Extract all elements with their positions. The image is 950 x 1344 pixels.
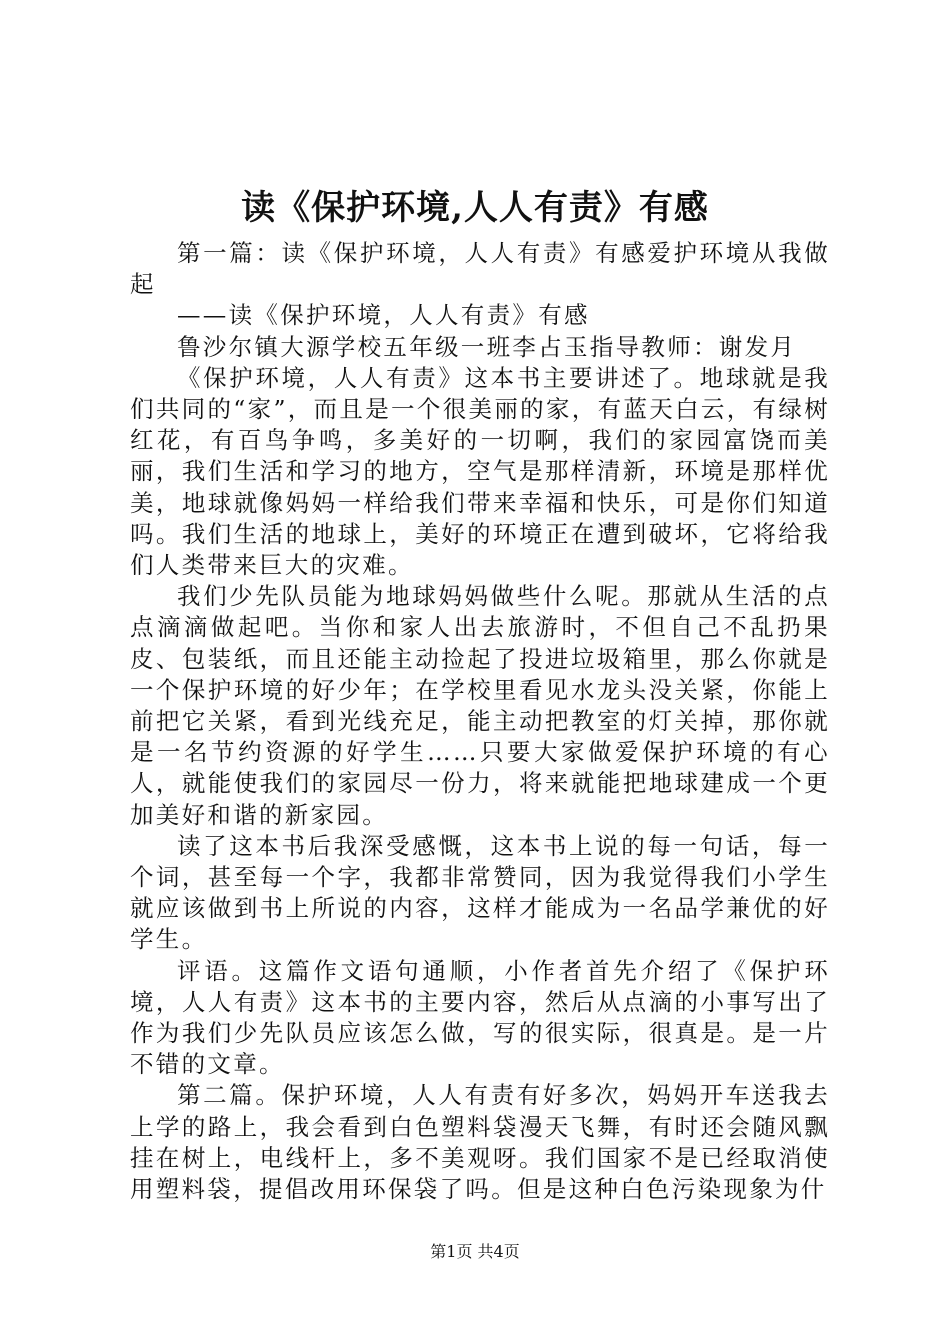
paragraph-subtitle: ——读《保护环境，人人有责》有感	[177, 301, 590, 330]
paragraph-comment: 评语。这篇作文语句通顺，小作者首先介绍了《保护环境，人人有责》这本书的主要内容，然后从点滴的小事写出了作为我们少先队员应该怎么做，写的很实际，很真是。是一片不错的文章。	[130, 956, 830, 1079]
page-number-footer: 第1页 共4页	[430, 1242, 520, 1261]
paragraph-body: 读了这本书后我深受感慨，这本书上说的每一句话，每一个词，甚至每一个字，我都非常赞同，因为我觉得我们小学生就应该做到书上所说的内容，这样才能成为一名品学兼优的好学生。	[130, 831, 830, 954]
paragraph-author-line: 鲁沙尔镇大源学校五年级一班李占玉指导教师：谢发月	[177, 332, 797, 361]
paragraph-body: 我们少先队员能为地球妈妈做些什么呢。那就从生活的点点滴滴做起吧。当你和家人出去旅游时，不但自己不乱扔果皮、包装纸，而且还能主动捡起了投进垃圾箱里，那么你就是一个保护环境的好少年；在学校里看见水龙头没关紧，你能上前把它关紧，看到光线充足，能主动把教室的灯关掉，那你就是一名节约资源的好学生……只要大家做爱保护环境的有心人，就能使我们的家园尽一份力，将来就能把地球建成一个更加美好和谐的新家园。	[130, 582, 830, 829]
paragraph-chapter-one-heading: 第一篇：读《保护环境，人人有责》有感爱护环境从我做起	[130, 239, 830, 299]
document-body	[130, 238, 830, 1205]
paragraph-chapter-two: 第二篇。保护环境，人人有责有好多次，妈妈开车送我去上学的路上，我会看到白色塑料袋漫天飞舞，有时还会随风飘挂在树上，电线杆上，多不美观呀。我们国家不是已经取消使用塑料袋，提倡改用环保袋了吗。但是这种白色污染现象为什	[130, 1081, 830, 1204]
paragraph-body: 《保护环境，人人有责》这本书主要讲述了。地球就是我们共同的“家”，而且是一个很美丽的家，有蓝天白云，有绿树红花，有百鸟争鸣，多美好的一切啊，我们的家园富饶而美丽，我们生活和学习的地方，空气是那样清新，环境是那样优美，地球就像妈妈一样给我们带来幸福和快乐，可是你们知道吗。我们生活的地球上，美好的环境正在遭到破坏，它将给我们人类带来巨大的灾难。	[130, 363, 830, 580]
document-title: 读《保护环境,人人有责》有感	[241, 188, 709, 228]
